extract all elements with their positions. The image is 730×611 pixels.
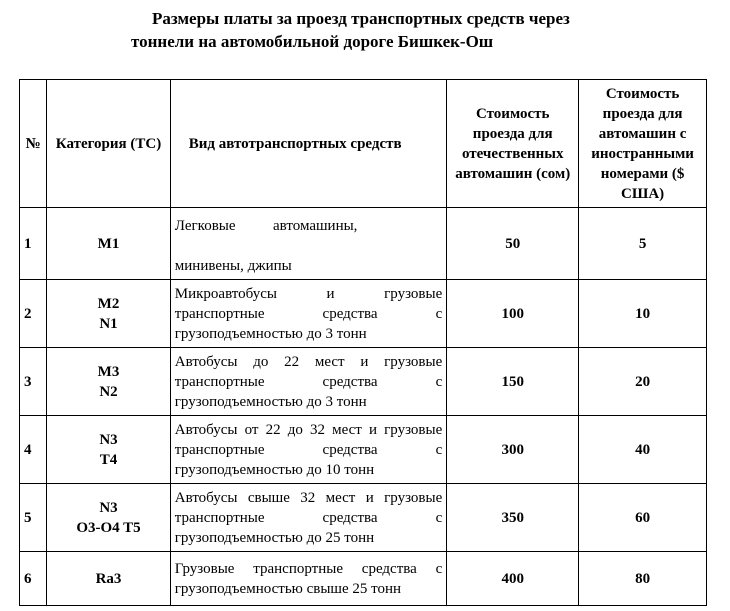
row-foreign-cost: 20	[579, 348, 707, 416]
header-num: №	[20, 80, 47, 208]
toll-fee-table	[19, 79, 707, 606]
row-domestic-cost: 400	[447, 552, 579, 606]
row-category	[47, 416, 171, 484]
category-code: M2	[97, 295, 120, 312]
row-description	[170, 208, 446, 280]
row-description: Грузовые транспортные средства с грузоподъемностью свыше 25 тонн	[170, 552, 446, 606]
table-header-row	[20, 80, 707, 208]
table-row	[20, 484, 707, 552]
header-foreign-cost: Стоимость проезда для автомашин с иностранными номерами ($ США)	[579, 80, 707, 208]
row-foreign-cost: 60	[579, 484, 707, 552]
row-foreign-cost: 10	[579, 280, 707, 348]
description-line-2: минивены, джипы	[174, 258, 292, 274]
table-row	[20, 552, 707, 606]
row-category	[47, 552, 171, 606]
table-row	[20, 348, 707, 416]
category-code: N2	[99, 383, 118, 400]
row-num: 3	[20, 348, 47, 416]
row-description: Автобусы от 22 до 32 мест и грузовые транспортные средства с грузоподъемностью до 10 тонн	[170, 416, 446, 484]
row-domestic-cost: 100	[447, 280, 579, 348]
category-code: T4	[99, 451, 118, 468]
header-vehicle-type: Вид автотранспортных средств	[170, 80, 446, 208]
header-category: Категория (ТС)	[47, 80, 171, 208]
row-category	[47, 484, 171, 552]
row-category	[47, 208, 171, 280]
row-description: Микроавтобусы и грузовые транспортные средства с грузоподъемностью до 3 тонн	[170, 280, 446, 348]
row-domestic-cost: 150	[447, 348, 579, 416]
row-num: 4	[20, 416, 47, 484]
row-description: Автобусы до 22 мест и грузовые транспортные средства с грузоподъемностью до 3 тонн	[170, 348, 446, 416]
row-description: Автобусы свыше 32 мест и грузовые транспортные средства с грузоподъемностью до 25 тонн	[170, 484, 446, 552]
row-category	[47, 348, 171, 416]
category-code: M3	[97, 363, 120, 380]
title-line-2: тоннели на автомобильной дороге Бишкек-Ош	[131, 32, 494, 51]
row-num: 5	[20, 484, 47, 552]
row-foreign-cost: 80	[579, 552, 707, 606]
description-line-1: Легковые автомашины,	[174, 218, 358, 234]
category-code: Ra3	[95, 570, 122, 587]
row-category	[47, 280, 171, 348]
row-num: 2	[20, 280, 47, 348]
row-foreign-cost: 5	[579, 208, 707, 280]
title-line-1: Размеры платы за проезд транспортных средств через	[152, 9, 570, 28]
row-num: 1	[20, 208, 47, 280]
row-num: 6	[20, 552, 47, 606]
category-code: O3-O4 T5	[76, 519, 141, 536]
category-code: N1	[99, 315, 118, 332]
table-row	[20, 208, 707, 280]
table-row	[20, 416, 707, 484]
category-code: N3	[99, 499, 118, 516]
category-code: M1	[97, 235, 120, 252]
row-domestic-cost: 350	[447, 484, 579, 552]
row-domestic-cost: 300	[447, 416, 579, 484]
header-domestic-cost: Стоимость проезда для отечественных автомашин (сом)	[447, 80, 579, 208]
category-code: N3	[99, 431, 118, 448]
table-row	[20, 280, 707, 348]
row-domestic-cost: 50	[447, 208, 579, 280]
row-foreign-cost: 40	[579, 416, 707, 484]
